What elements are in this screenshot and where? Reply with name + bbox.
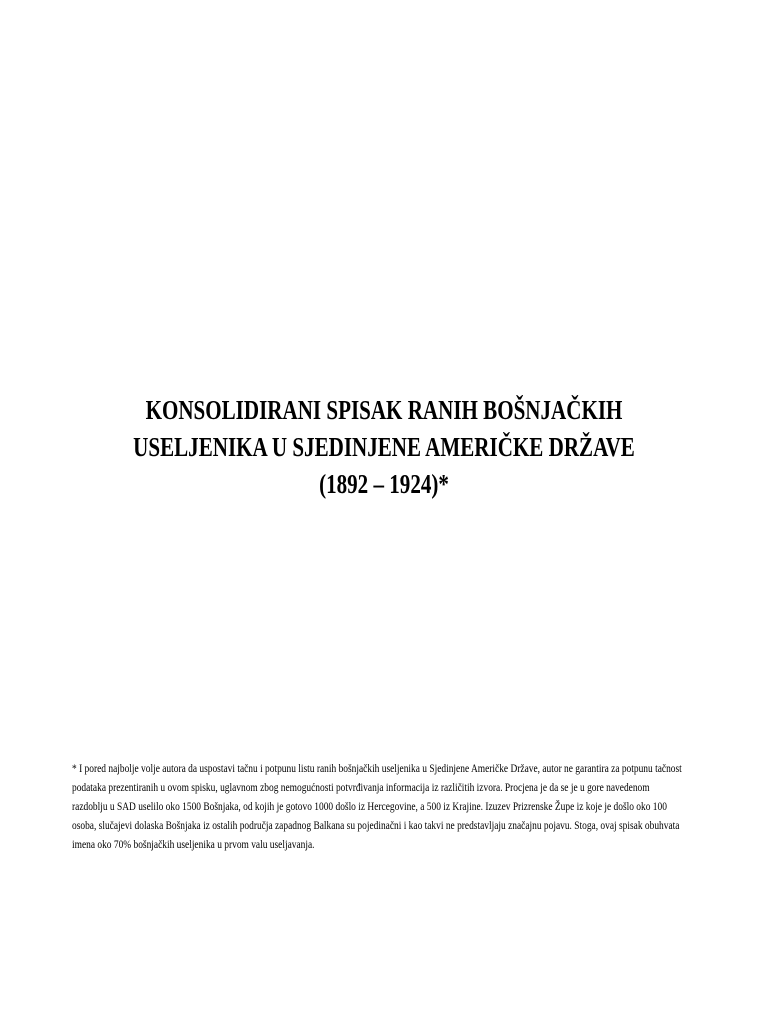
footnote-line: imena oko 70% bošnjačkih useljenika u prvom valu useljavanja. bbox=[72, 837, 315, 851]
document-title bbox=[131, 392, 636, 503]
footnote-line: podataka prezentiranih u ovom spisku, uglavnom zbog nemogućnosti potvrđivanja informacija iz različitih izvora. Procjena je da se je u gore navedenom bbox=[72, 780, 650, 794]
footnote bbox=[72, 759, 700, 854]
title-line: KONSOLIDIRANI SPISAK RANIH BOŠNJAČKIH bbox=[145, 395, 623, 425]
footnote-line: razdoblju u SAD uselilo oko 1500 Bošnjaka, od kojih je gotovo 1000 došlo iz Hercegovine, a 500 iz Krajine. Izuzev Prizrenske Župe iz koje je došlo oko 100 bbox=[72, 799, 667, 813]
title-line: USELJENIKA U SJEDINJENE AMERIČKE DRŽAVE bbox=[133, 432, 635, 462]
title-line: (1892 – 1924)* bbox=[319, 469, 449, 499]
footnote-line: * I pored najbolje volje autora da uspostavi tačnu i potpunu listu ranih bošnjačkih useljenika u Sjedinjene Američke Države, autor ne garantira za potpunu tačnost bbox=[72, 761, 682, 775]
footnote-line: osoba, slučajevi dolaska Bošnjaka iz ostalih područja zapadnog Balkana su pojedinačni i kao takvi ne predstavljaju značajnu pojavu. Stoga, ovaj spisak obuhvata bbox=[72, 818, 680, 832]
